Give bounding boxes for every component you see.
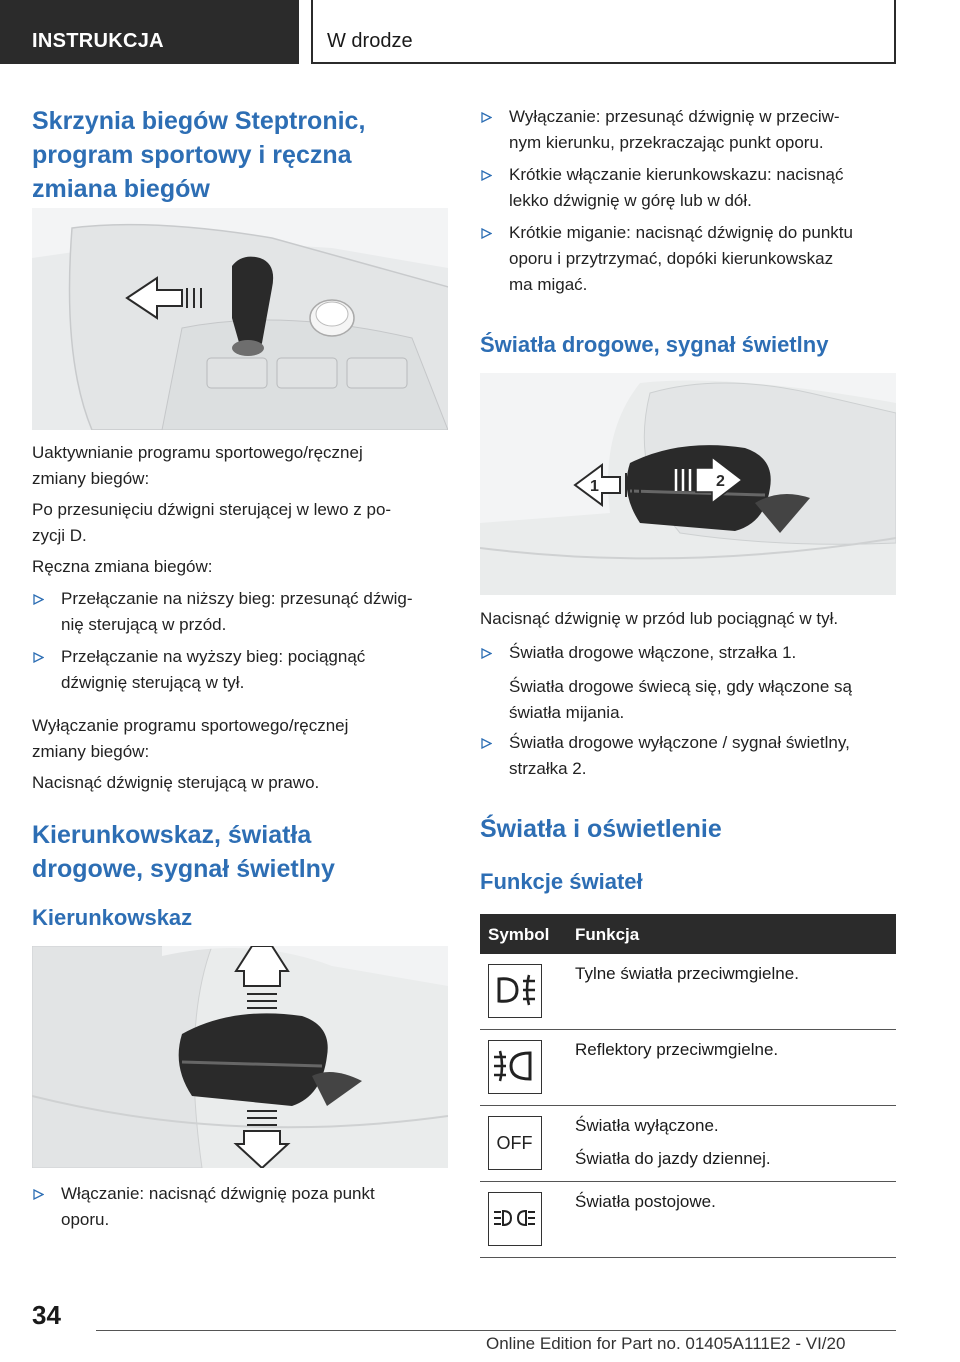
bullet-triangle-icon [481,170,492,181]
paragraph-deactivate-sport: Wyłączanie programu sportowego/ręcznej zmiany biegów: [32,716,349,761]
section-title-lights: Światła i oświetlenie [480,815,722,843]
table-row [480,1182,896,1258]
front-fog-light-icon [488,1040,542,1094]
table-header-function: Funkcja [575,925,640,944]
paragraph-activate-sport: Uaktywnianie programu sportowego/ręcznej zmiany biegów: [32,443,363,488]
figure-label-arrow-1: 1 [590,478,599,495]
paragraph-push-pull-lever: Nacisnąć dźwignię w przód lub pociągnąć w tył. [480,609,839,628]
list-item-high-beam-off: Światła drogowe wyłączone / sygnał świetlny, strzałka 2. [480,730,896,782]
footer-edition: Online Edition for Part no. 01405A111E2 - VI/20 [486,1334,846,1353]
list-item-downshift: Przełączanie na niższy bieg: przesunąć dźwig- nię sterującą w przód. [32,586,448,638]
header-section-tab [0,0,299,64]
paragraph-move-lever-left: Po przesunięciu dźwigni sterującej w lewo z po- zycji D. [32,500,392,545]
bullet-triangle-icon [33,652,44,663]
bullet-triangle-icon [481,112,492,123]
table-row [480,1030,896,1106]
bullet-triangle-icon [481,228,492,239]
list-item-brief-flash: Krótkie miganie: nacisnąć dźwignię do punktu oporu i przytrzymać, dopóki kierunkowskaz ma migać. [480,220,900,298]
off-icon-text: OFF [496,1133,533,1153]
page-number: 34 [32,1300,61,1330]
turn-signal-lever-illustration [32,946,448,1168]
high-beam-lever-illustration [480,373,896,595]
list-item-upshift: Przełączanie na wyższy bieg: pociągnąć dźwignię sterującą w tył. [32,644,448,696]
rear-fog-light-icon [488,964,542,1018]
table-cell-function: Reflektory przeciwmgielne. [575,1040,779,1059]
bullet-triangle-icon [481,738,492,749]
header-section-label: INSTRUKCJA [32,30,164,52]
subsection-title-turn-signal: Kierunkowskaz [32,905,193,930]
table-cell-function: Światła wyłączone. [575,1116,719,1135]
bullet-triangle-icon [481,648,492,659]
table-cell-function-secondary: Światła do jazdy dziennej. [575,1149,771,1168]
table-row [480,954,896,1030]
list-item-short-signal: Krótkie włączanie kierunkowskazu: nacisnąć lekko dźwignię w górę lub w dół. [480,162,896,214]
figure-label-arrow-2: 2 [716,473,725,490]
table-header [480,914,896,954]
subsection-title-high-beam: Światła drogowe, sygnał świetlny [480,332,829,357]
list-item-turn-off: Wyłączanie: przesunąć dźwignię w przeciw- nym kierunku, przekraczając punkt oporu. [480,104,896,156]
bullet-triangle-icon [33,1189,44,1200]
subsection-title-light-functions: Funkcje świateł [480,869,643,894]
light-functions-table [480,914,896,1258]
table-cell-function: Światła postojowe. [575,1192,716,1211]
header-chapter-box [311,0,896,64]
section-title-steptronic: Skrzynia biegów Steptronic, program sportowy i ręczna zmiana biegów [32,107,366,203]
paragraph-manual-shifting: Ręczna zmiana biegów: [32,557,213,576]
parking-light-icon [488,1192,542,1246]
header-chapter-label: W drodze [327,30,413,52]
table-row [480,1106,896,1182]
list-item-high-beam-on: Światła drogowe włączone, strzałka 1. Światła drogowe świecą się, gdy włączone są światła mijania. [480,640,896,726]
footer-divider [96,1330,896,1331]
paragraph-press-right: Nacisnąć dźwignię sterującą w prawo. [32,773,320,792]
table-header-symbol: Symbol [488,925,550,944]
gear-selector-illustration [32,208,448,430]
bullet-triangle-icon [33,594,44,605]
table-cell-function: Tylne światła przeciwmgielne. [575,964,799,983]
list-item-turn-on: Włączanie: nacisnąć dźwignię poza punkt oporu. [32,1181,448,1233]
section-title-turn-signal: Kierunkowskaz, światła drogowe, sygnał świetlny [32,821,335,883]
off-icon [488,1116,542,1170]
